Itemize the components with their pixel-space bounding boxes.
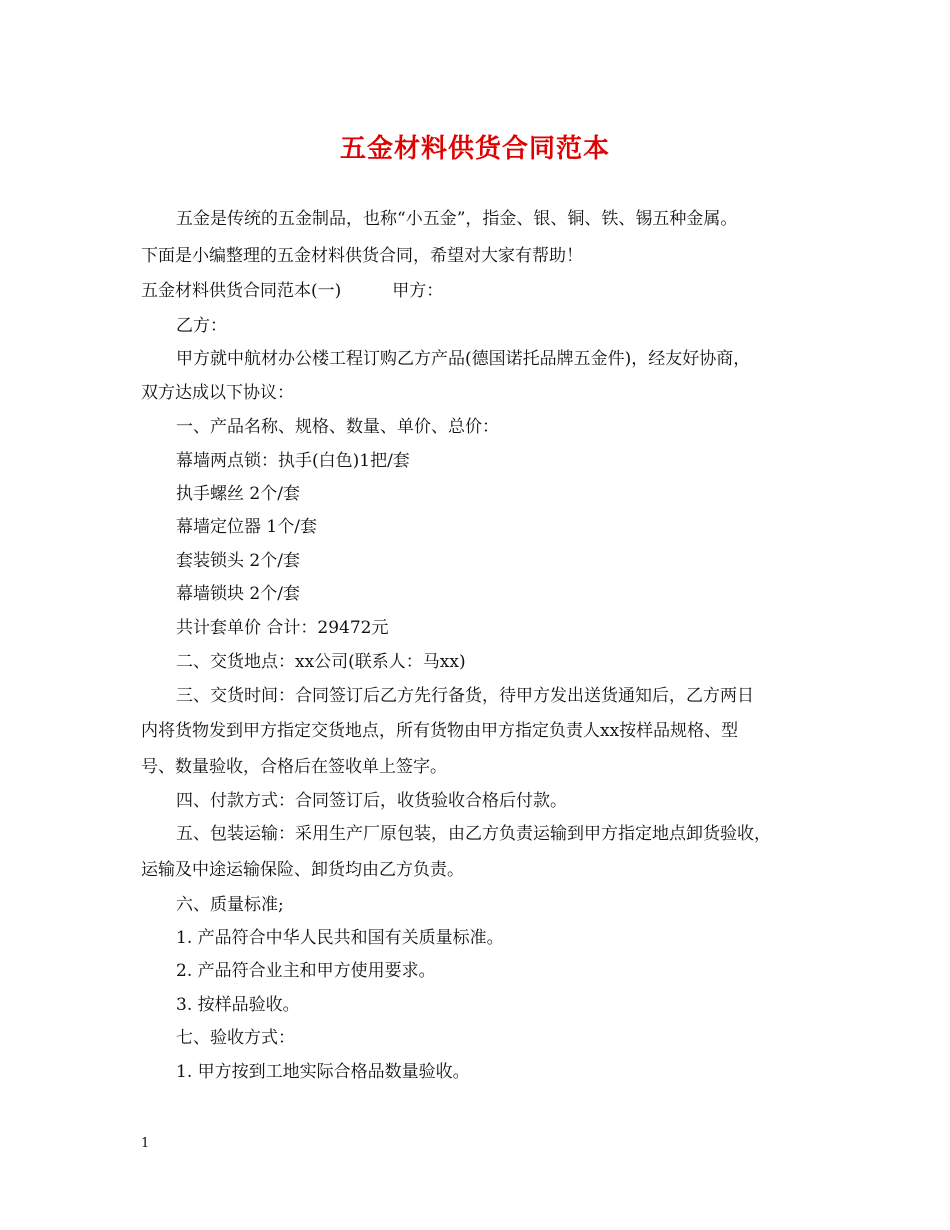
paragraph-line: 内将货物发到甲方指定交货地点，所有货物由甲方指定负责人xx按样品规格、型: [141, 721, 739, 741]
list-item: 幕墙两点锁：执手(白色)1把/套: [176, 451, 410, 471]
clause-heading: 二、交货地点：xx公司(联系人：马xx): [176, 652, 466, 672]
paragraph-line: 双方达成以下协议：: [141, 383, 294, 403]
list-item: 幕墙锁块 2个/套: [176, 584, 300, 604]
document-title: 五金材料供货合同范本: [339, 134, 610, 164]
paragraph-line: 乙方：: [176, 316, 227, 336]
paragraph-line: 运输及中途运输保险、卸货均由乙方负责。: [141, 860, 464, 880]
list-item: 3. 按样品验收。: [176, 995, 300, 1015]
clause-heading: 五、包装运输：采用生产厂原包装，由乙方负责运输到甲方指定地点卸货验收，: [176, 824, 771, 844]
clause-heading: 六、质量标准;: [176, 895, 284, 915]
page-number: 1: [141, 1136, 150, 1151]
paragraph-line: 下面是小编整理的五金材料供货合同，希望对大家有帮助！: [141, 246, 583, 266]
list-item: 2. 产品符合业主和甲方使用要求。: [176, 961, 436, 981]
paragraph-line: 号、数量验收，合格后在签收单上签字。: [141, 757, 447, 777]
list-item: 套装锁头 2个/套: [176, 551, 300, 571]
clause-heading: 一、产品名称、规格、数量、单价、总价：: [176, 417, 499, 437]
list-item: 共计套单价 合计：29472元: [176, 618, 389, 638]
section-heading: 五金材料供货合同范本(一) 甲方：: [141, 281, 444, 301]
paragraph-line: 甲方就中航材办公楼工程订购乙方产品(德国诺托品牌五金件)，经友好协商，: [176, 349, 751, 369]
list-item: 执手螺丝 2个/套: [176, 484, 300, 504]
list-item: 1. 产品符合中华人民共和国有关质量标准。: [176, 928, 504, 948]
clause-heading: 三、交货时间：合同签订后乙方先行备货，待甲方发出送货通知后，乙方两日: [176, 686, 754, 706]
list-item: 幕墙定位器 1个/套: [176, 517, 317, 537]
paragraph-line: 五金是传统的五金制品，也称“小五金”，指金、银、铜、铁、锡五种金属。: [176, 209, 738, 229]
clause-heading: 四、付款方式：合同签订后，收货验收合格后付款。: [176, 791, 567, 811]
clause-heading: 七、验收方式：: [176, 1028, 295, 1048]
list-item: 1. 甲方按到工地实际合格品数量验收。: [176, 1062, 470, 1082]
